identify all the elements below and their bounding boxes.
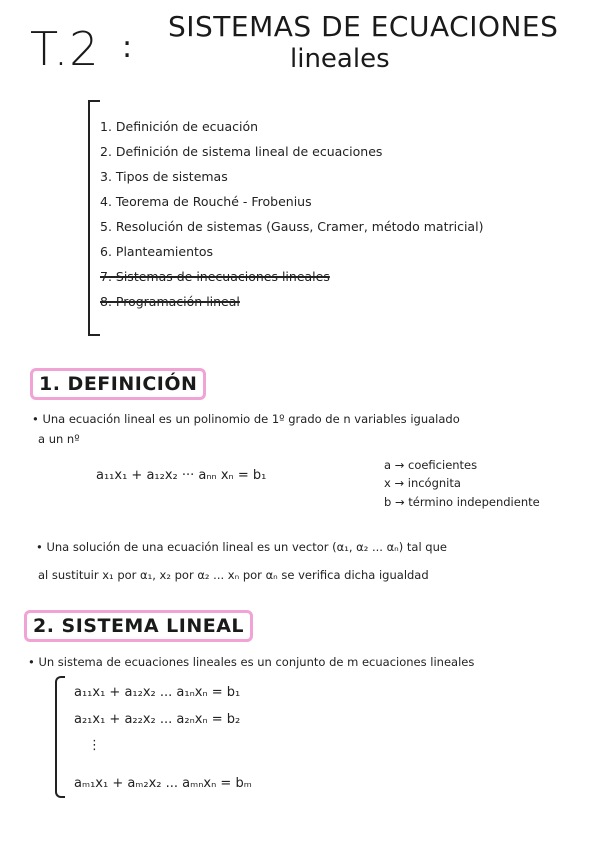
page-subtitle: lineales [290, 44, 390, 74]
section1-heading: 1. DEFINICIÓN [30, 368, 206, 400]
legend-independent-term: b → término independiente [384, 495, 540, 509]
section2-paragraph1: • Un sistema de ecuaciones lineales es un conjunto de m ecuaciones lineales [28, 655, 475, 669]
system-dots: ⋮ [88, 738, 101, 753]
system-equation-1: a₁₁x₁ + a₁₂x₂ ... a₁ₙxₙ = b₁ [74, 685, 241, 700]
legend-unknown: x → incógnita [384, 476, 461, 490]
toc-list [100, 114, 483, 314]
toc-item-struck: 8. Programación lineal [100, 294, 240, 309]
toc-item: 5. Resolución de sistemas (Gauss, Cramer, método matricial) [100, 219, 484, 234]
section1-paragraph2-line2: al sustituir x₁ por α₁, x₂ por α₂ ... xₙ por αₙ se verifica dicha igualdad [38, 568, 429, 582]
section2-heading: 2. SISTEMA LINEAL [24, 610, 253, 642]
toc-item: 1. Definición de ecuación [100, 119, 259, 134]
topic-number: T.2 [30, 22, 100, 76]
toc-item: 6. Planteamientos [100, 244, 214, 259]
section1-paragraph1-line2: a un nº [38, 432, 80, 446]
toc-item: 2. Definición de sistema lineal de ecuaciones [100, 144, 383, 159]
section1-equation: a₁₁x₁ + a₁₂x₂ ··· aₙₙ xₙ = b₁ [96, 468, 267, 483]
toc-bracket [88, 100, 100, 336]
system-equation-m: aₘ₁x₁ + aₘ₂x₂ ... aₘₙxₙ = bₘ [74, 776, 252, 791]
title-colon: : [122, 30, 133, 65]
toc-item: 4. Teorema de Rouché - Frobenius [100, 194, 312, 209]
system-equation-2: a₂₁x₁ + a₂₂x₂ ... a₂ₙxₙ = b₂ [74, 712, 241, 727]
page-title: SISTEMAS DE ECUACIONES [168, 10, 559, 43]
table-of-contents [88, 100, 568, 340]
section1-paragraph1-line1: • Una ecuación lineal es un polinomio de 1º grado de n variables igualado [32, 412, 460, 426]
section1-paragraph2-line1: • Una solución de una ecuación lineal es un vector (α₁, α₂ ... αₙ) tal que [36, 540, 447, 554]
toc-item-struck: 7. Sistemas de inecuaciones lineales [100, 269, 330, 284]
system-brace [55, 676, 65, 798]
toc-item: 3. Tipos de sistemas [100, 169, 228, 184]
legend-coefficients: a → coeficientes [384, 458, 478, 472]
